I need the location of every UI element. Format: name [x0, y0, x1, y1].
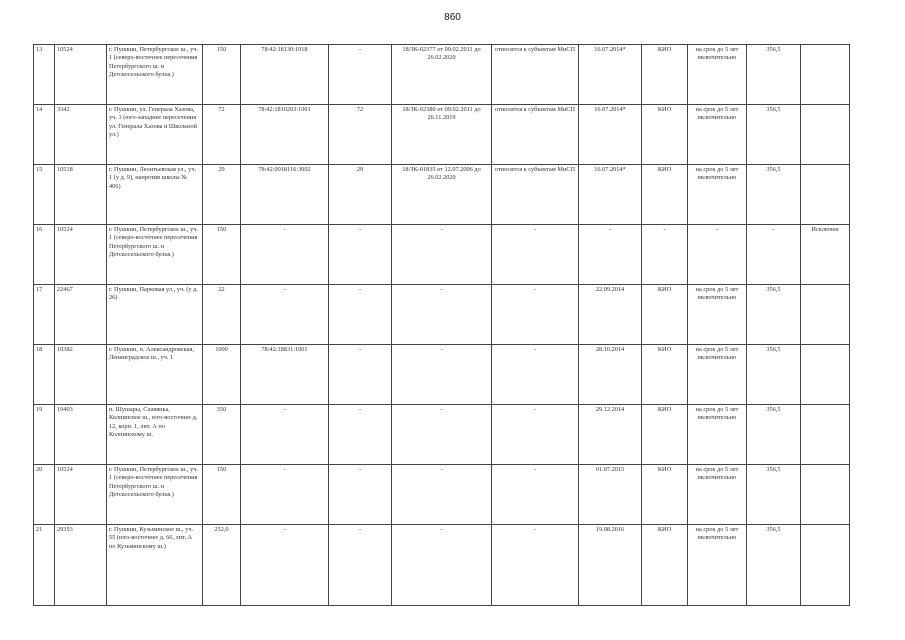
cell-term: на срок до 5 лет включительно	[688, 345, 747, 405]
cell-area-2: -	[329, 525, 392, 606]
cell-cadastral-number: 78:42:1810203:1001	[241, 105, 329, 165]
cell-area-2: -	[329, 465, 392, 525]
cell-area: 22	[203, 285, 241, 345]
cell-area: 252,0	[203, 525, 241, 606]
cell-row-number: 20	[34, 465, 55, 525]
cell-term: на срок до 5 лет включительно	[688, 105, 747, 165]
cell-cadastral-number: 78:42:18831:1001	[241, 345, 329, 405]
cell-document: -	[392, 405, 492, 465]
cell-organization: КИО	[642, 525, 688, 606]
cell-registry-number: 22467	[55, 285, 107, 345]
cell-document: -	[392, 225, 492, 285]
cell-rate: 356,5	[747, 405, 801, 465]
cell-organization: -	[642, 225, 688, 285]
page-number: 860	[444, 12, 461, 23]
cell-term: на срок до 5 лет включительно	[688, 405, 747, 465]
cell-organization: КИО	[642, 105, 688, 165]
cell-note	[801, 405, 850, 465]
cell-category: -	[492, 345, 579, 405]
cell-rate: 356,5	[747, 465, 801, 525]
cell-date: 28.10.2014	[579, 345, 642, 405]
cell-address: г. Пушкин, Парковая ул., уч. (у д. 26)	[107, 285, 203, 345]
cell-area-2: -	[329, 45, 392, 105]
cell-registry-number: 29353	[55, 525, 107, 606]
table-row	[34, 45, 850, 105]
cell-document: -	[392, 285, 492, 345]
table-row	[34, 525, 850, 606]
registry-table	[33, 44, 850, 606]
cell-address: г. Пушкин, Кузьминское ш., уч. 55 (юго-восточнее д. 66, лит. А по Кузьминскому ш.)	[107, 525, 203, 606]
cell-term: на срок до 5 лет включительно	[688, 465, 747, 525]
cell-date: 29.12.2014	[579, 405, 642, 465]
table-row	[34, 405, 850, 465]
cell-row-number: 21	[34, 525, 55, 606]
cell-area: 29	[203, 165, 241, 225]
cell-document: 18/ЗК-01835 от 12.07.2006 до 26.02.2020	[392, 165, 492, 225]
table-row	[34, 465, 850, 525]
cell-row-number: 13	[34, 45, 55, 105]
cell-document: -	[392, 525, 492, 606]
cell-address: г. Пушкин, Петербургское ш., уч. 1 (северо-восточнее пересечения Петербургского ш. и Детскосельского бульв.)	[107, 45, 203, 105]
cell-cadastral-number: 78:42:0018116:3002	[241, 165, 329, 225]
cell-note	[801, 345, 850, 405]
table-row	[34, 285, 850, 345]
cell-term: на срок до 5 лет включительно	[688, 45, 747, 105]
cell-note	[801, 465, 850, 525]
cell-organization: КИО	[642, 345, 688, 405]
table-row	[34, 225, 850, 285]
cell-registry-number: 10524	[55, 45, 107, 105]
cell-cadastral-number: 78:42:18130:1018	[241, 45, 329, 105]
cell-rate: 356,5	[747, 45, 801, 105]
cell-category: относится к субъектам МиСП	[492, 45, 579, 105]
cell-area: 350	[203, 405, 241, 465]
cell-note	[801, 165, 850, 225]
cell-registry-number: 10518	[55, 165, 107, 225]
cell-term: -	[688, 225, 747, 285]
cell-rate: 356,5	[747, 345, 801, 405]
cell-row-number: 18	[34, 345, 55, 405]
cell-area: 72	[203, 105, 241, 165]
cell-note	[801, 105, 850, 165]
cell-organization: КИО	[642, 165, 688, 225]
cell-cadastral-number: -	[241, 525, 329, 606]
cell-area-2: -	[329, 345, 392, 405]
cell-date: 16.07.2014*	[579, 165, 642, 225]
cell-rate: -	[747, 225, 801, 285]
cell-category: -	[492, 285, 579, 345]
cell-row-number: 19	[34, 405, 55, 465]
cell-address: г. Пушкин, Петербургское ш., уч. 1 (северо-восточнее пересечения Петербургского ш. и Детскосельского бульв.)	[107, 225, 203, 285]
cell-address: г. Пушкин, ул. Генерала Хазова, уч. 1 (юго-западнее пересечения ул. Генерала Хазова и Школьной ул.)	[107, 105, 203, 165]
cell-cadastral-number: -	[241, 225, 329, 285]
cell-cadastral-number: -	[241, 285, 329, 345]
cell-date: 01.07.2015	[579, 465, 642, 525]
cell-organization: КИО	[642, 465, 688, 525]
cell-area: 150	[203, 225, 241, 285]
cell-row-number: 15	[34, 165, 55, 225]
cell-date: 16.07.2014*	[579, 45, 642, 105]
cell-address: г. Пушкин, Петербургское ш., уч. 1 (северо-восточнее пересечения Петербургского ш. и Детскосельского бульв.)	[107, 465, 203, 525]
cell-date: 16.07.2014*	[579, 105, 642, 165]
cell-area-2: 72	[329, 105, 392, 165]
cell-note	[801, 525, 850, 606]
cell-row-number: 14	[34, 105, 55, 165]
registry-table-body	[34, 45, 850, 606]
cell-category: -	[492, 225, 579, 285]
cell-category: -	[492, 465, 579, 525]
cell-rate: 356,5	[747, 525, 801, 606]
cell-note: Исключен	[801, 225, 850, 285]
cell-organization: КИО	[642, 45, 688, 105]
cell-term: на срок до 5 лет включительно	[688, 165, 747, 225]
cell-registry-number: 3342	[55, 105, 107, 165]
cell-area-2: -	[329, 285, 392, 345]
cell-cadastral-number: -	[241, 405, 329, 465]
cell-date: 22.09.2014	[579, 285, 642, 345]
cell-row-number: 17	[34, 285, 55, 345]
cell-registry-number: 10382	[55, 345, 107, 405]
cell-organization: КИО	[642, 285, 688, 345]
cell-area: 150	[203, 465, 241, 525]
cell-area: 150	[203, 45, 241, 105]
cell-document: 18/ЗК-02380 от 09.02.2011 до 26.11.2019	[392, 105, 492, 165]
table-row	[34, 165, 850, 225]
cell-document: -	[392, 345, 492, 405]
cell-document: -	[392, 465, 492, 525]
cell-area-2: 29	[329, 165, 392, 225]
table-row	[34, 345, 850, 405]
cell-category: -	[492, 405, 579, 465]
cell-note	[801, 45, 850, 105]
cell-note	[801, 285, 850, 345]
cell-term: на срок до 5 лет включительно	[688, 525, 747, 606]
cell-cadastral-number: -	[241, 465, 329, 525]
cell-area-2: -	[329, 225, 392, 285]
cell-category: относится к субъектам МиСП	[492, 105, 579, 165]
cell-rate: 356,5	[747, 165, 801, 225]
cell-organization: КИО	[642, 405, 688, 465]
table-row	[34, 105, 850, 165]
cell-row-number: 16	[34, 225, 55, 285]
cell-document: 18/ЗК-02377 от 09.02.2011 до 26.02.2020	[392, 45, 492, 105]
cell-term: на срок до 5 лет включительно	[688, 285, 747, 345]
cell-address: п. Шушары, Славянка, Колпинское ш., юго-восточнее д. 12, корп. 1, лит. А по Колпинскому ш.	[107, 405, 203, 465]
cell-area: 1000	[203, 345, 241, 405]
cell-category: относится к субъектам МиСП	[492, 165, 579, 225]
cell-address: г. Пушкин, Леонтьевская ул., уч. 1 (у д. 9), напротив школы № 406)	[107, 165, 203, 225]
cell-area-2: -	[329, 405, 392, 465]
cell-registry-number: 10524	[55, 225, 107, 285]
cell-category: -	[492, 525, 579, 606]
cell-date: 19.08.2016	[579, 525, 642, 606]
cell-date: -	[579, 225, 642, 285]
cell-address: г. Пушкин, п. Александровская, Ленинградское ш., уч. 1	[107, 345, 203, 405]
cell-rate: 356,5	[747, 105, 801, 165]
cell-rate: 356,5	[747, 285, 801, 345]
cell-registry-number: 19403	[55, 405, 107, 465]
cell-registry-number: 10524	[55, 465, 107, 525]
